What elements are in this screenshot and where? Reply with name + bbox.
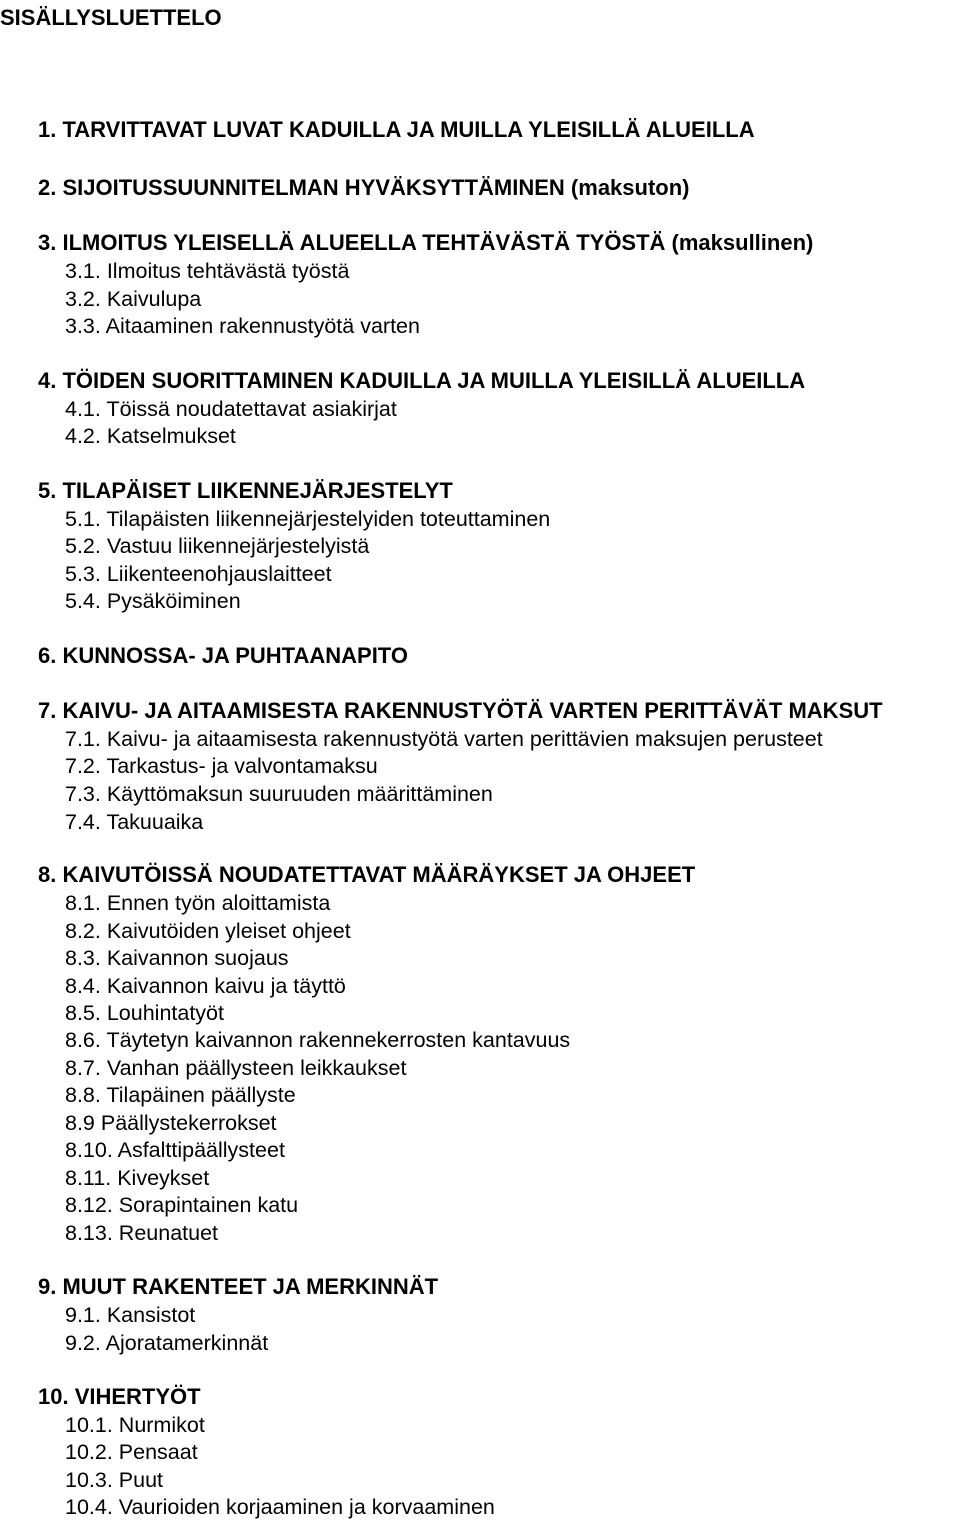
toc-item-5-3: 5.3. Liikenteenohjauslaitteet xyxy=(65,562,332,586)
toc-item-4-2: 4.2. Katselmukset xyxy=(65,424,236,448)
toc-item-3-1: 3.1. Ilmoitus tehtävästä työstä xyxy=(65,259,350,283)
toc-item-8-10: 8.10. Asfalttipäällysteet xyxy=(65,1138,285,1162)
toc-item-10-1: 10.1. Nurmikot xyxy=(65,1413,205,1437)
toc-item-5-2: 5.2. Vastuu liikennejärjestelyistä xyxy=(65,534,370,558)
toc-item-8-4: 8.4. Kaivannon kaivu ja täyttö xyxy=(65,974,346,998)
toc-item-7-4: 7.4. Takuuaika xyxy=(65,810,204,834)
toc-item-8-7: 8.7. Vanhan päällysteen leikkaukset xyxy=(65,1056,407,1080)
toc-item-8-6: 8.6. Täytetyn kaivannon rakennekerrosten kantavuus xyxy=(65,1028,571,1052)
toc-item-8-1: 8.1. Ennen työn aloittamista xyxy=(65,891,331,915)
toc-item-3-2: 3.2. Kaivulupa xyxy=(65,287,202,311)
toc-item-10-3: 10.3. Puut xyxy=(65,1468,164,1492)
toc-heading-5: 5. TILAPÄISET LIIKENNEJÄRJESTELYT xyxy=(38,478,453,503)
toc-item-8-5: 8.5. Louhintatyöt xyxy=(65,1001,224,1025)
toc-heading-10: 10. VIHERTYÖT xyxy=(38,1384,201,1409)
toc-heading-2: 2. SIJOITUSSUUNNITELMAN HYVÄKSYTTÄMINEN (maksuton) xyxy=(38,175,690,200)
toc-heading-9: 9. MUUT RAKENTEET JA MERKINNÄT xyxy=(38,1274,439,1299)
toc-item-10-4: 10.4. Vaurioiden korjaaminen ja korvaaminen xyxy=(65,1495,495,1519)
toc-item-5-1: 5.1. Tilapäisten liikennejärjestelyiden toteuttaminen xyxy=(65,507,551,531)
toc-heading-8: 8. KAIVUTÖISSÄ NOUDATETTAVAT MÄÄRÄYKSET JA OHJEET xyxy=(38,862,696,887)
toc-item-8-3: 8.3. Kaivannon suojaus xyxy=(65,946,289,970)
toc-heading-4: 4. TÖIDEN SUORITTAMINEN KADUILLA JA MUILLA YLEISILLÄ ALUEILLA xyxy=(38,368,806,393)
toc-item-8-12: 8.12. Sorapintainen katu xyxy=(65,1193,299,1217)
toc-item-3-3: 3.3. Aitaaminen rakennustyötä varten xyxy=(65,314,420,338)
toc-item-4-1: 4.1. Töissä noudatettavat asiakirjat xyxy=(65,397,397,421)
toc-item-8-2: 8.2. Kaivutöiden yleiset ohjeet xyxy=(65,919,351,943)
toc-item-7-2: 7.2. Tarkastus- ja valvontamaksu xyxy=(65,754,378,778)
toc-heading-7: 7. KAIVU- JA AITAAMISESTA RAKENNUSTYÖTÄ VARTEN PERITTÄVÄT MAKSUT xyxy=(38,698,883,723)
toc-item-10-2: 10.2. Pensaat xyxy=(65,1440,198,1464)
toc-item-8-9: 8.9 Päällystekerrokset xyxy=(65,1111,277,1135)
toc-item-8-8: 8.8. Tilapäinen päällyste xyxy=(65,1083,296,1107)
toc-item-8-11: 8.11. Kiveykset xyxy=(65,1166,210,1190)
toc-heading-3: 3. ILMOITUS YLEISELLÄ ALUEELLA TEHTÄVÄSTÄ TYÖSTÄ (maksullinen) xyxy=(38,230,814,255)
page-title: SISÄLLYSLUETTELO xyxy=(0,5,222,30)
toc-item-9-2: 9.2. Ajoratamerkinnät xyxy=(65,1331,269,1355)
toc-item-5-4: 5.4. Pysäköiminen xyxy=(65,589,241,613)
toc-heading-6: 6. KUNNOSSA- JA PUHTAANAPITO xyxy=(38,643,408,668)
toc-item-9-1: 9.1. Kansistot xyxy=(65,1303,196,1327)
toc-item-7-3: 7.3. Käyttömaksun suuruuden määrittäminen xyxy=(65,782,493,806)
toc-item-8-13: 8.13. Reunatuet xyxy=(65,1221,219,1245)
toc-item-7-1: 7.1. Kaivu- ja aitaamisesta rakennustyötä varten perittävien maksujen perusteet xyxy=(65,727,823,751)
toc-heading-1: 1. TARVITTAVAT LUVAT KADUILLA JA MUILLA YLEISILLÄ ALUEILLA xyxy=(38,117,755,142)
